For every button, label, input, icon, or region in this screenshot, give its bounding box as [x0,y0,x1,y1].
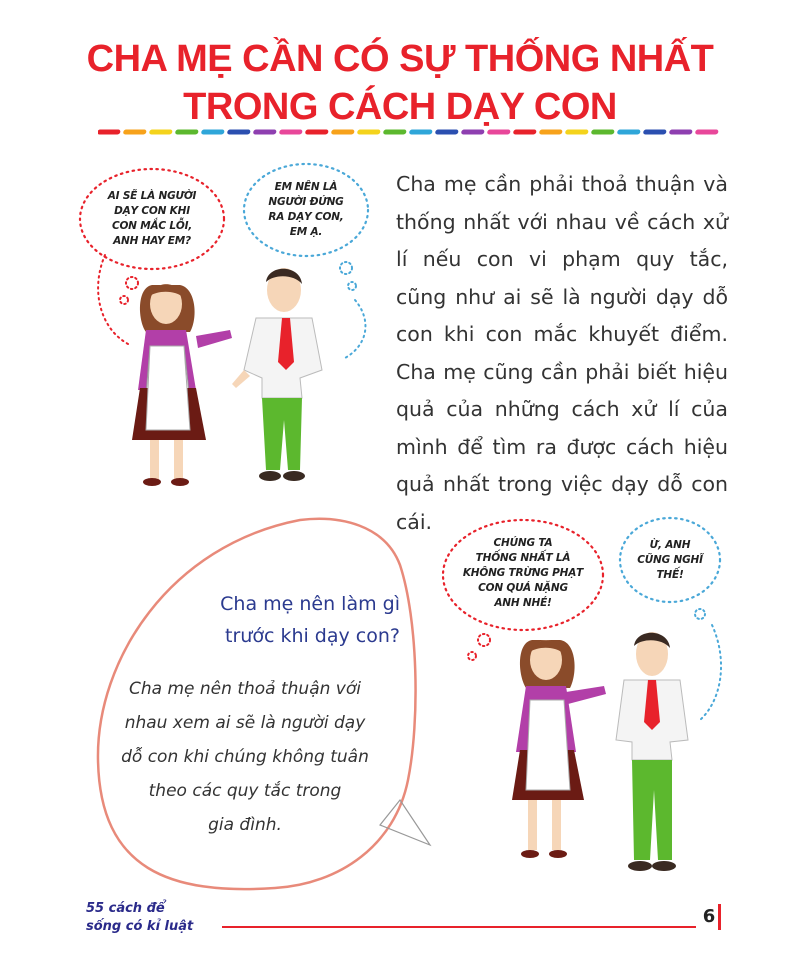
bubble-line: DẠY CON KHI [114,205,190,217]
footer-divider [222,926,696,928]
mother-thought-trail [98,255,130,345]
qa-question-line: Cha mẹ nên làm gì [220,593,400,615]
mother-bottom-speech-text [448,536,598,611]
mother-figure-bottom [512,640,606,858]
bubble-line: CON MẮC LỖI, [111,220,193,232]
qa-answer-line: gia đình. [208,815,282,835]
father-top-speech-text [254,180,358,240]
father-figure-top [232,268,322,481]
mother-top-speech-text [92,189,212,249]
page-number-bar [718,904,721,930]
bubble-line: Ừ, ANH [649,539,691,551]
bubble-line: CON QUÁ NẶNG [478,582,568,594]
qa-answer-line: theo các quy tắc trong [148,781,342,801]
bubble-line: ANH HAY EM? [113,235,191,247]
bubble-line: ANH NHÉ! [494,597,552,609]
qa-answer-line: nhau xem ai sẽ là người dạy [124,713,366,733]
mother-figure-top [132,284,232,486]
father-bottom-speech-text [624,538,716,583]
footer-book-line: 55 cách để [86,901,165,916]
bubble-line: THỐNG NHẤT LÀ [475,552,571,564]
bubble-line: EM Ạ. [289,226,323,238]
bubble-line: CHÚNG TA [493,537,553,549]
father-thought-trail [345,300,365,358]
footer-book-line: sống có kỉ luật [86,919,194,934]
qa-question [160,588,400,652]
page-title-line-2: TRONG CÁCH DẠY CON [183,86,617,128]
bubble-line: AI SẼ LÀ NGƯỜI [107,190,197,202]
footer-book-title [86,900,226,936]
qa-answer-line: dỗ con khi chúng không tuân [121,747,369,767]
bubble-line: EM NÊN LÀ [274,181,338,193]
bubble-line: NGƯỜI ĐỨNG [268,196,344,208]
main-paragraph: Cha mẹ cần phải thoả thuận và thống nhất với nhau về cách xử lí nếu con vi phạm quy tắc, cũng như ai sẽ là người dạy dỗ con khi con mắc khuyết điểm. Cha mẹ cũng cần phải biết hiệu quả của những cách xử lí của mình để tìm ra được cách hiệu quả nhất trong việc dạy dỗ con cái. [396,172,728,534]
bubble-line: KHÔNG TRỪNG PHẠT [462,567,584,579]
qa-question-line: trước khi dạy con? [225,625,400,647]
father-figure-bottom [616,632,688,871]
page-title-line-1: CHA MẸ CẦN CÓ SỰ THỐNG NHẤT [86,38,714,80]
qa-answer [120,672,370,842]
qa-answer-line: Cha mẹ nên thoả thuận với [129,679,361,699]
bubble-line: THẾ! [656,569,684,581]
page-number: 6 [702,906,716,927]
bubble-line: RA DẠY CON, [268,211,344,223]
qa-balloon-tail [380,800,430,845]
bubble-line: CŨNG NGHĨ [637,554,703,566]
